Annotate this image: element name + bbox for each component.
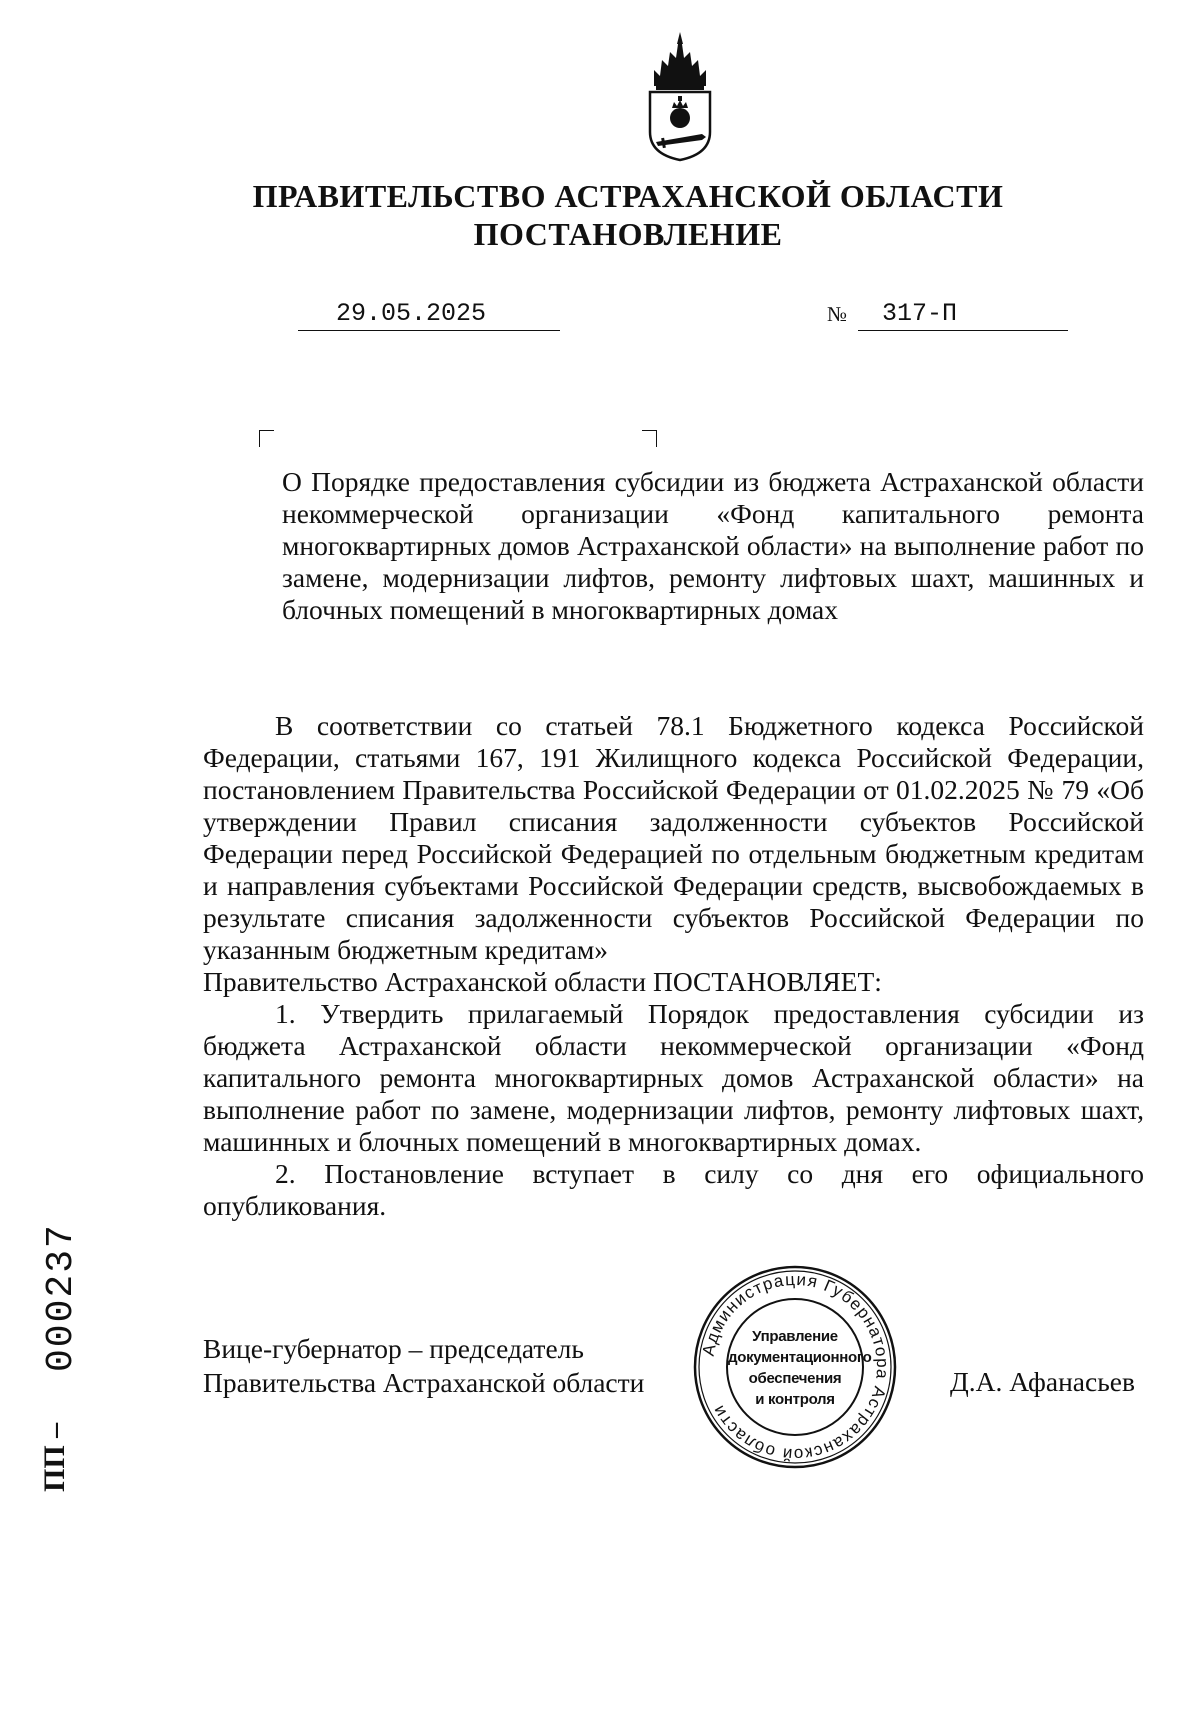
stamp-ring-text: Администрация Губернатора Астраханской области [698, 1269, 893, 1465]
signer-title [203, 1332, 644, 1400]
document-body [203, 710, 1144, 1222]
document-type: ПОСТАНОВЛЕНИЕ [473, 216, 783, 252]
stamp-center-line-1: Управление [752, 1328, 838, 1345]
stamp-center-line-4: и контроля [755, 1391, 835, 1408]
coat-of-arms-emblem [640, 30, 720, 164]
signer-title-line-2: Правительства Астраханской области [203, 1367, 645, 1398]
signer-name: Д.А. Афанасьев [950, 1366, 1135, 1397]
document-number: 317-П [882, 299, 958, 328]
preamble-paragraph: В соответствии со статьей 78.1 Бюджетного кодекса Российской Федерации, статьями 167, 191 Жилищного кодекса Российской Федерации, постановлением Правительства Российской Федерации от 01.02.2025 № 79 «Об утверждении Правил списания задолженности субъектов Российской Федерации перед Российской Федерацией по отдельным бюджетным кредитам и направления субъектами Российской Федерации средств, высвобождаемых в результате списания задолженности субъектов Российской Федерации по указанным бюджетным кредитам» [203, 710, 1144, 965]
stamp-center-line-3: обеспечения [748, 1370, 842, 1387]
number-field [858, 300, 1068, 331]
subject-corner-right [642, 430, 657, 447]
margin-code [26, 1072, 83, 1492]
item-1-paragraph: 1. Утвердить прилагаемый Порядок предоставления субсидии из бюджета Астраханской области некоммерческой организации «Фонд капитального ремонта многоквартирных домов Астраханской области» на выполнение работ по замене, модернизации лифтов, ремонту лифтовых шахт, машинных и блочных помещений в многоквартирных домах. [203, 998, 1144, 1157]
document-date: 29.05.2025 [336, 299, 487, 328]
document-subject: О Порядке предоставления субсидии из бюджета Астраханской области некоммерческой организации «Фонд капитального ремонта многоквартирных домов Астраханской области» на выполнение работ по замене, модернизации лифтов, ремонту лифтовых шахт, машинных и блочных помещений в многоквартирных домах [282, 466, 1144, 625]
number-label: № [827, 302, 848, 326]
margin-code-prefix: ПП – [38, 1422, 71, 1492]
subject-corner-left [259, 430, 274, 447]
margin-code-number: 000237 [40, 1223, 83, 1372]
date-field [298, 300, 560, 331]
government-name: ПРАВИТЕЛЬСТВО АСТРАХАНСКОЙ ОБЛАСТИ [252, 178, 1004, 214]
signer-title-line-1: Вице-губернатор – председатель [203, 1333, 584, 1364]
item-2-paragraph: 2. Постановление вступает в силу со дня его официального опубликования. [203, 1158, 1144, 1221]
stamp-center-line-2: документационного [728, 1349, 872, 1366]
resolves-line: Правительство Астраханской области ПОСТАНОВЛЯЕТ: [203, 966, 882, 997]
stamp-center-text [728, 1326, 872, 1410]
